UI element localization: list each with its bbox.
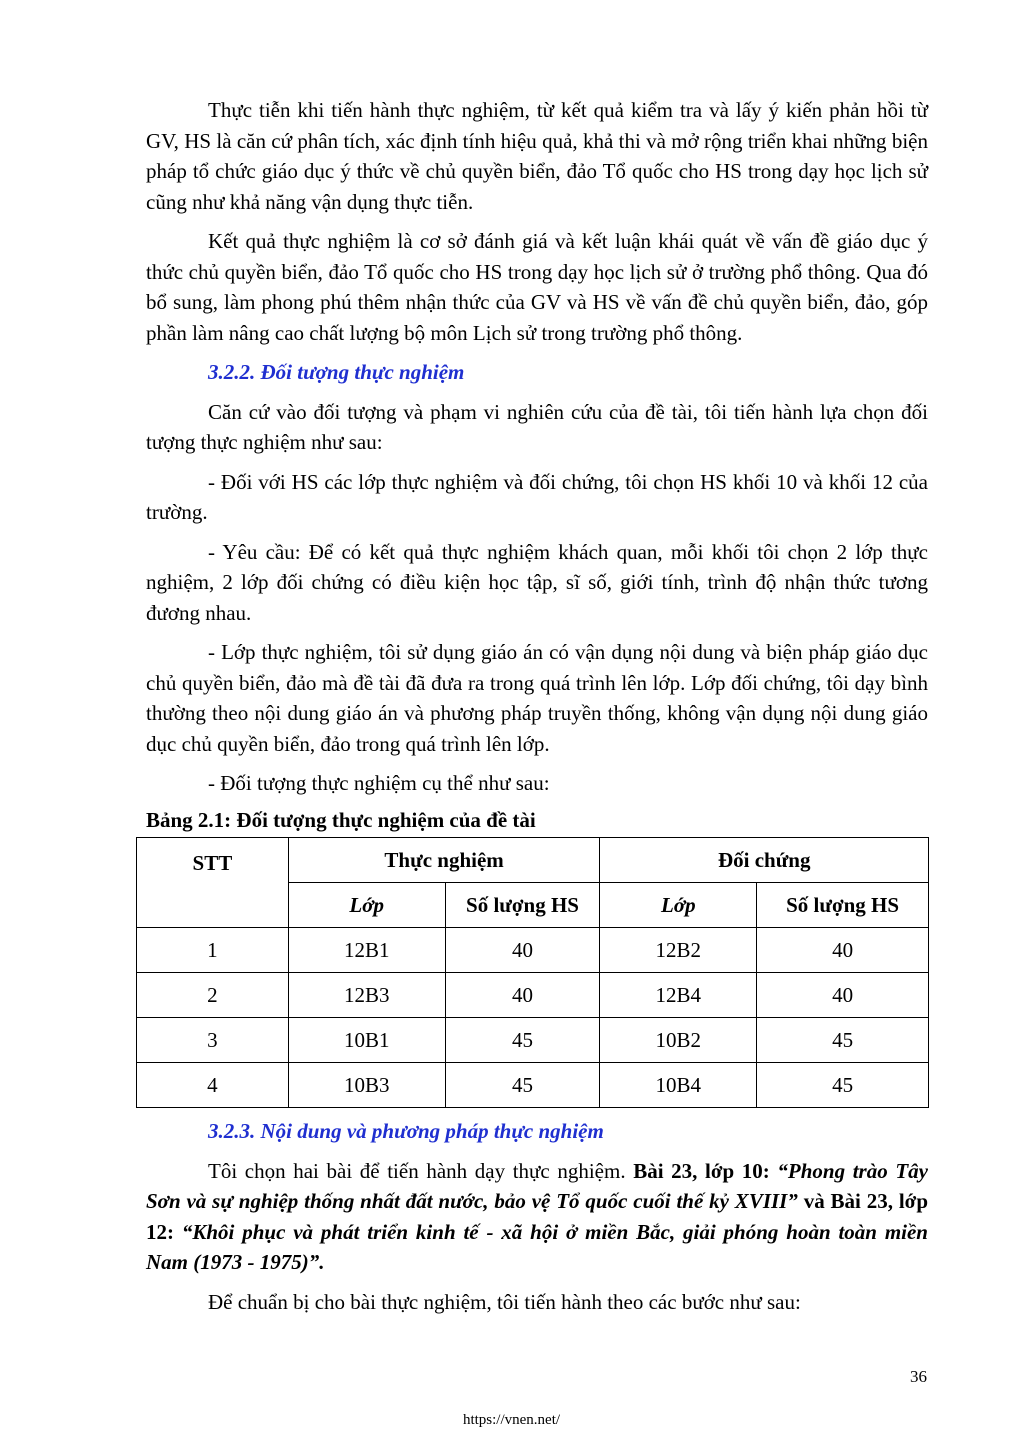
lesson-12-label: và Bài 23, lớp 12:	[146, 1189, 928, 1244]
paragraph-3-2-2-4: - Lớp thực nghiệm, tôi sử dụng giáo án có vận dụng nội dung và biện pháp giáo dục chủ quyền biển, đảo mà đề tài đã đưa ra trong quá trình lên lớp. Lớp đối chứng, tôi dạy bình thường theo nội dung giáo án và phương pháp truyền thống, không vận dụng nội dung giáo dục chủ quyền biển, đảo trong quá trình lên lớp.	[146, 640, 928, 756]
cell-ctrl-class: 10B2	[600, 1018, 757, 1063]
cell-ctrl-class: 12B2	[600, 928, 757, 973]
cell-exp-class: 10B1	[288, 1018, 445, 1063]
section-heading-3-2-2: 3.2.2. Đối tượng thực nghiệm	[208, 360, 465, 384]
table-row	[137, 1018, 929, 1063]
paragraph-3-2-2-2: - Đối với HS các lớp thực nghiệm và đối chứng, tôi chọn HS khối 10 và khối 12 của trường.	[146, 469, 928, 524]
experiment-table	[136, 837, 929, 1108]
source-url-link[interactable]: https://vnen.net/	[462, 1412, 561, 1428]
page-number: 36	[910, 1367, 927, 1386]
cell-exp-count: 45	[445, 1018, 600, 1063]
cell-exp-class: 12B1	[288, 928, 445, 973]
paragraph-3-2-3-1	[146, 1156, 928, 1278]
table-caption: Bảng 2.1: Đối tượng thực nghiệm của đề tài	[146, 807, 536, 832]
paragraph-intro-1: Thực tiễn khi tiến hành thực nghiệm, từ kết quả kiểm tra và lấy ý kiến phản hồi từ GV, HS là căn cứ phân tích, xác định tính hiệu quả, khả thi và mở rộng triển khai những biện pháp tổ chức giáo dục ý thức về chủ quyền biển, đảo Tổ quốc cho HS trong dạy học lịch sử cũng như khả năng vận dụng thực tiễn.	[146, 98, 928, 214]
table-row	[137, 973, 929, 1018]
cell-exp-count: 40	[445, 928, 600, 973]
cell-stt: 3	[137, 1018, 289, 1063]
cell-ctrl-count: 40	[757, 973, 929, 1018]
cell-stt: 2	[137, 973, 289, 1018]
cell-exp-class: 10B3	[288, 1063, 445, 1108]
header-group-control: Đối chứng	[600, 838, 929, 883]
cell-ctrl-class: 12B4	[600, 973, 757, 1018]
paragraph-intro-2: Kết quả thực nghiệm là cơ sở đánh giá và kết luận khái quát về vấn đề giáo dục ý thức chủ quyền biển, đảo Tổ quốc cho HS trong dạy học lịch sử ở trường phổ thông. Qua đó bổ sung, làm phong phú thêm nhận thức của GV và HS về vấn đề chủ quyền biển, đảo, góp phần làm nâng cao chất lượng bộ môn Lịch sử trong trường phổ thông.	[146, 229, 928, 345]
lesson-12-title: “Khôi phục và phát triển kinh tế - xã hội ở miền Bắc, giải phóng hoàn toàn miền Nam (1973 - 1975)”.	[146, 1219, 928, 1274]
lesson-intro-text: Tôi chọn hai bài để tiến hành dạy thực nghiệm.	[208, 1158, 634, 1183]
cell-ctrl-count: 45	[757, 1063, 929, 1108]
cell-exp-count: 40	[445, 973, 600, 1018]
section-heading-3-2-3: 3.2.3. Nội dung và phương pháp thực nghiệm	[208, 1119, 604, 1143]
table-row	[137, 1063, 929, 1108]
cell-stt: 4	[137, 1063, 289, 1108]
lesson-10-title: “Phong trào Tây Sơn và sự nghiệp thống nhất đất nước, bảo vệ Tổ quốc cuối thế kỷ XVIII”	[146, 1158, 928, 1213]
cell-ctrl-class: 10B4	[600, 1063, 757, 1108]
lesson-10-label: Bài 23, lớp 10:	[633, 1158, 778, 1183]
cell-exp-count: 45	[445, 1063, 600, 1108]
header-exp-class: Lớp	[288, 883, 445, 928]
cell-ctrl-count: 45	[757, 1018, 929, 1063]
header-ctrl-count: Số lượng HS	[757, 883, 929, 928]
paragraph-3-2-3-2: Để chuẩn bị cho bài thực nghiệm, tôi tiến hành theo các bước như sau:	[208, 1289, 801, 1314]
paragraph-3-2-2-1: Căn cứ vào đối tượng và phạm vi nghiên cứu của đề tài, tôi tiến hành lựa chọn đối tượng thực nghiệm như sau:	[146, 399, 928, 454]
header-group-experiment: Thực nghiệm	[288, 838, 600, 883]
cell-stt: 1	[137, 928, 289, 973]
table-row	[137, 928, 929, 973]
paragraph-3-2-2-3: - Yêu cầu: Để có kết quả thực nghiệm khách quan, mỗi khối tôi chọn 2 lớp thực nghiệm, 2 lớp đối chứng có điều kiện học tập, sĩ số, giới tính, trình độ nhận thức tương đương nhau.	[146, 539, 928, 625]
table-header-row	[137, 838, 929, 883]
cell-ctrl-count: 40	[757, 928, 929, 973]
header-exp-count: Số lượng HS	[445, 883, 600, 928]
header-ctrl-class: Lớp	[600, 883, 757, 928]
document-body	[146, 95, 928, 1326]
header-stt: STT	[137, 838, 289, 928]
paragraph-3-2-2-5: - Đối tượng thực nghiệm cụ thể như sau:	[208, 771, 550, 795]
cell-exp-class: 12B3	[288, 973, 445, 1018]
